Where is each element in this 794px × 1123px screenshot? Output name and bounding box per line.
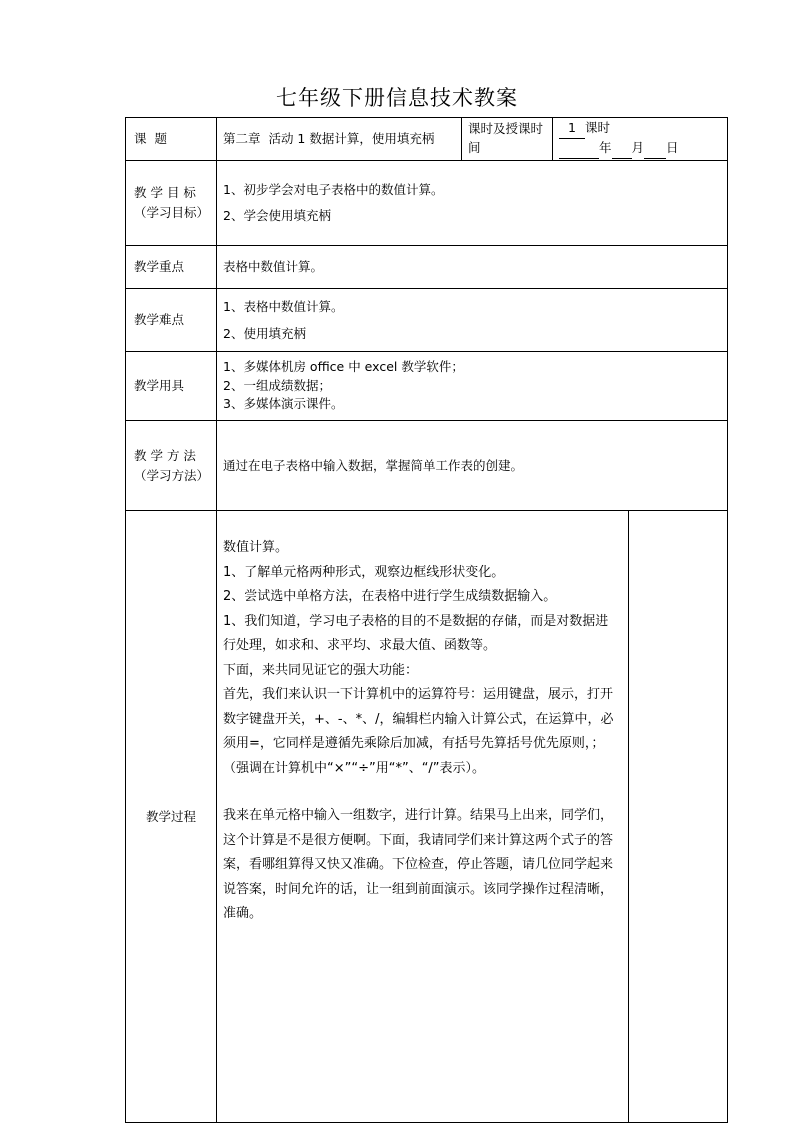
goal-item: 2、学会使用填充柄 <box>223 208 331 223</box>
lesson-plan-table <box>125 117 728 1123</box>
day-label: 日 <box>666 140 679 155</box>
goals-label-line2: （学习目标） <box>134 205 210 220</box>
methods-row <box>126 421 728 511</box>
paragraph-gap <box>223 781 620 804</box>
difficulty-item: 2、使用填充柄 <box>223 326 306 341</box>
focus-value: 表格中数值计算。 <box>217 246 728 289</box>
hours-line <box>559 119 721 139</box>
methods-value: 通过在电子表格中输入数据，掌握简单工作表的创建。 <box>217 421 728 511</box>
year-blank <box>559 139 599 159</box>
year-label: 年 <box>599 140 612 155</box>
tools-row <box>126 352 728 421</box>
process-line: 下面，来共同见证它的强大功能： <box>223 662 419 678</box>
hours-date-cell <box>553 118 728 161</box>
hours-label: 课时及授课时间 <box>462 118 553 161</box>
goals-label <box>126 161 217 246</box>
process-line: 2、尝试选中单格方法，在表格中进行学生成绩数据输入。 <box>223 589 557 604</box>
tools-label: 教学用具 <box>126 352 217 421</box>
process-notes-cell <box>629 511 728 1123</box>
tools-item: 3、多媒体演示课件。 <box>223 396 344 412</box>
process-line: 首先，我们来认识一下计算机中的运算符号：运用键盘，展示，打开数字键盘开关，+、-、*、/，编辑栏内输入计算公式，在运算中，必须用=，它同样是遵循先乘除后加减，有括号先算括号优先原则，；（强调在计算机中“×”“÷”用“*”、“/”表示）。 <box>223 687 614 776</box>
tools-item: 2、一组成绩数据； <box>223 377 331 393</box>
goals-row <box>126 161 728 246</box>
date-line <box>559 139 721 159</box>
goals-value <box>217 161 728 246</box>
page-title: 七年级下册信息技术教案 <box>276 86 518 110</box>
difficulty-item: 1、表格中数值计算。 <box>223 298 344 314</box>
process-label: 教学过程 <box>126 511 217 1123</box>
topic-value: 第二章 活动 1 数据计算，使用填充柄 <box>217 118 462 161</box>
process-content <box>217 511 629 1123</box>
process-line: 数值计算。 <box>223 540 289 555</box>
tools-value <box>217 352 728 421</box>
goals-label-line1: 教 学 目 标 <box>134 185 196 200</box>
methods-label <box>126 421 217 511</box>
process-row <box>126 511 728 1123</box>
topic-label: 课 题 <box>126 118 217 161</box>
hours-number: 1 <box>559 119 585 139</box>
topic-row <box>126 118 728 161</box>
month-blank <box>612 139 632 159</box>
difficulty-label: 教学难点 <box>126 289 217 352</box>
tools-item: 1、多媒体机房 office 中 excel 教学软件； <box>223 358 464 374</box>
day-blank <box>644 139 666 159</box>
focus-label: 教学重点 <box>126 246 217 289</box>
hours-unit: 课时 <box>585 120 611 136</box>
process-line: 1、了解单元格两种形式，观察边框线形状变化。 <box>223 564 505 580</box>
methods-label-line2: （学习方法） <box>134 467 210 483</box>
process-line: 1、我们知道，学习电子表格的目的不是数据的存储，而是对数据进行处理，如求和、求平均、求最大值、函数等。 <box>223 613 609 653</box>
goal-item: 1、初步学会对电子表格中的数值计算。 <box>223 181 444 197</box>
focus-row <box>126 246 728 289</box>
difficulty-value <box>217 289 728 352</box>
month-label: 月 <box>631 140 645 155</box>
process-line: 我来在单元格中输入一组数字，进行计算。结果马上出来，同学们，这个计算是不是很方便啊。下面，我请同学们来计算这两个式子的答案，看哪组算得又快又准确。下位检查，停止答题，请几位同学起来说答案，时间允许的话，让一组到前面演示。该同学操作过程清晰，准确。 <box>223 808 614 921</box>
methods-label-line1: 教 学 方 法 <box>134 447 196 463</box>
difficulty-row <box>126 289 728 352</box>
